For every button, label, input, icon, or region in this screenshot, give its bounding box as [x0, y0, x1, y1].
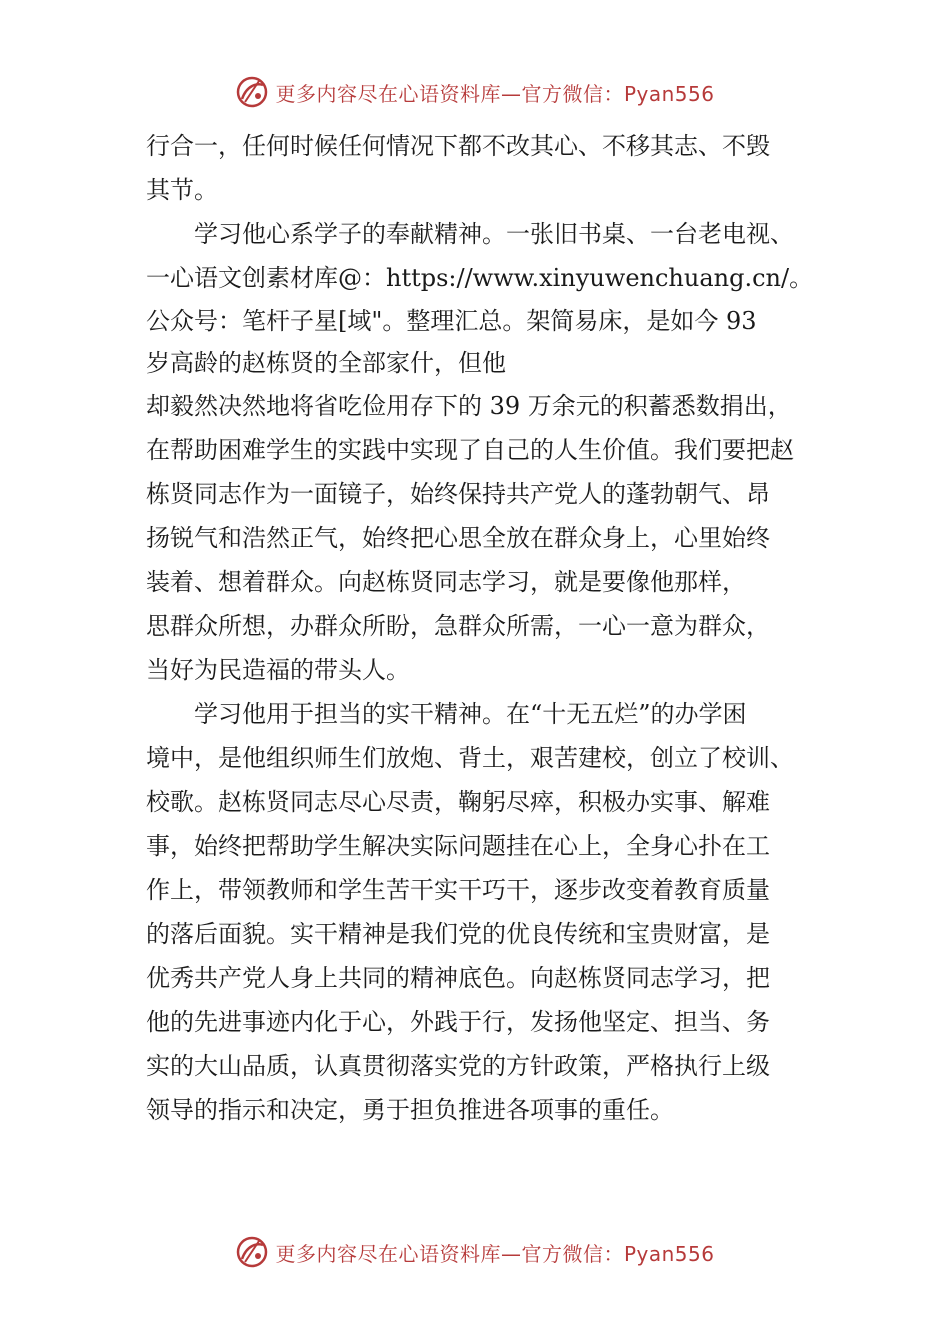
text-line: 装着、想着群众。向赵栋贤同志学习，就是要像他那样， — [146, 568, 746, 596]
text-line: 公众号：笔杆子星[域"。整理汇总。架简易床，是如今 93 — [146, 307, 757, 335]
footer-banner-text: 更多内容尽在心语资料库—官方微信：Pyan556 — [275, 1241, 715, 1266]
brand-logo-icon — [235, 75, 269, 109]
header-banner-text: 更多内容尽在心语资料库—官方微信：Pyan556 — [275, 81, 715, 106]
paragraph-first-line: 学习他用于担当的实干精神。在“十无五烂”的办学困 — [194, 700, 747, 728]
text-line: 在帮助困难学生的实践中实现了自己的人生价值。我们要把赵 — [146, 436, 794, 464]
paragraph-first-line: 学习他心系学子的奉献精神。一张旧书桌、一台老电视、 — [194, 220, 794, 248]
document-body — [146, 124, 826, 1132]
text-line: 岁高龄的赵栋贤的全部家什，但他 — [146, 349, 506, 377]
text-line: 扬锐气和浩然正气，始终把心思全放在群众身上，心里始终 — [146, 524, 770, 552]
text-line: 境中，是他组织师生们放炮、背土，艰苦建校，创立了校训、 — [146, 744, 794, 772]
text-line: 思群众所想，办群众所盼，急群众所需，一心一意为群众， — [146, 612, 770, 640]
text-line: 作上，带领教师和学生苦干实干巧干，逐步改变着教育质量 — [146, 876, 770, 904]
text-line: 领导的指示和决定，勇于担负推进各项事的重任。 — [146, 1096, 674, 1124]
text-line: 栋贤同志作为一面镜子，始终保持共产党人的蓬勃朝气、昂 — [146, 480, 770, 508]
footer-banner — [0, 1232, 950, 1272]
text-line: 当好为民造福的带头人。 — [146, 656, 410, 684]
header-banner — [0, 72, 950, 112]
text-line: 的落后面貌。实干精神是我们党的优良传统和宝贵财富，是 — [146, 920, 770, 948]
text-line: 他的先进事迹内化于心，外践于行，发扬他坚定、担当、务 — [146, 1008, 770, 1036]
text-line: 校歌。赵栋贤同志尽心尽责，鞠躬尽瘁，积极办实事、解难 — [146, 788, 770, 816]
text-line: 事，始终把帮助学生解决实际问题挂在心上，全身心扑在工 — [146, 832, 770, 860]
text-line: 却毅然决然地将省吃俭用存下的 39 万余元的积蓄悉数捐出， — [146, 392, 792, 420]
text-line: 实的大山品质，认真贯彻落实党的方针政策，严格执行上级 — [146, 1052, 770, 1080]
text-line: 优秀共产党人身上共同的精神底色。向赵栋贤同志学习，把 — [146, 964, 770, 992]
text-line: 其节。 — [146, 176, 218, 204]
brand-logo-icon — [235, 1235, 269, 1269]
text-line: 一心语文创素材库@：https://www.xinyuwenchuang.cn/。 — [146, 264, 814, 292]
text-line: 行合一，任何时候任何情况下都不改其心、不移其志、不毁 — [146, 132, 770, 160]
